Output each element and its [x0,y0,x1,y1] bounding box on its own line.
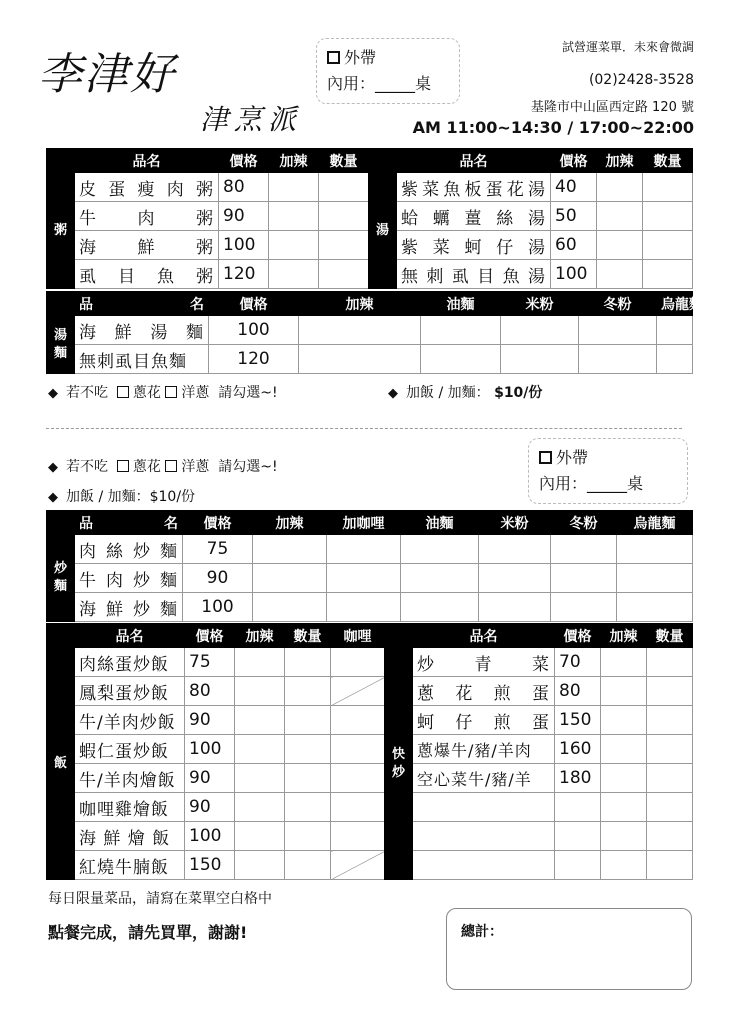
spicy-cell[interactable] [269,202,319,231]
qty-cell[interactable] [643,260,693,289]
order-type-box-bottom [528,438,688,504]
table-row: 空心菜牛/豬/羊 180 [385,764,693,793]
col-spicy: 加辣 [269,149,319,173]
table-row: 紅燒牛腩飯 150 [47,851,385,880]
limited-note: 每日限量菜品，請寫在菜單空白格中 [48,891,272,907]
qty-cell[interactable] [643,173,693,202]
total-box[interactable] [446,908,692,990]
table-row: 飯 肉絲蛋炒飯 75 [47,648,385,677]
qty-cell[interactable] [643,202,693,231]
qty-cell[interactable] [319,231,369,260]
table-row: 蔥爆牛/豬/羊肉 160 [385,735,693,764]
table-row: 炒 麵 肉 絲 炒 麵 75 [47,535,693,564]
checkbox-icon[interactable] [327,51,340,64]
col-price: 價格 [219,149,269,173]
category-label: 湯 [369,173,397,289]
table-row: 虱 目 魚 粥 120 [47,260,369,289]
table-row: 快 炒 炒 青 菜 70 [385,648,693,677]
dine-in-field[interactable]: 內用：_____桌 [539,474,644,493]
takeout-option[interactable]: 外帶 [327,45,449,71]
col-side [47,149,75,173]
trial-note: 試營運菜單．未來會微調 [561,40,694,54]
table-row: 無 刺 虱 目 魚 湯 100 [369,260,693,289]
table-row: 湯 紫 菜 魚 板 蛋 花 湯 40 [369,173,693,202]
spicy-cell[interactable] [269,231,319,260]
logo-sub: 津烹派 [200,103,303,136]
add-rice-note-2: ◆ 加飯 / 加麵：$10/份 [48,489,196,505]
table-row: 牛 肉 粥 90 [47,202,369,231]
table-row: 紫 菜 蚵 仔 湯 60 [369,231,693,260]
table-row: 牛/羊肉燴飯 90 [47,764,385,793]
category-label: 粥 [47,173,75,289]
onion-checkbox[interactable] [165,460,177,472]
category-label: 炒 麵 [47,535,75,622]
col-qty: 數量 [319,149,369,173]
table-row: 蝦仁蛋炒飯 100 [47,735,385,764]
add-rice-note: ◆ 加飯 / 加麵： $10/份 [388,385,543,401]
scallion-checkbox[interactable] [117,460,129,472]
category-label: 快 炒 [385,648,413,880]
total-label: 總計： [461,924,503,940]
table-row: 蚵 仔 煎 蛋 150 [385,706,693,735]
table-row: 海 鮮 粥 100 [47,231,369,260]
qty-cell[interactable] [319,173,369,202]
table-row: 牛 肉 炒 麵 90 [47,564,693,593]
dine-in-field[interactable]: 內用：_____桌 [327,74,432,93]
category-label: 飯 [47,648,75,880]
table-row: 牛/羊肉炒飯 90 [47,706,385,735]
table-row [385,793,693,822]
fried-noodle-table: 品 名 價格 加辣 加咖哩 油麵 米粉 冬粉 烏龍麵 炒 麵 肉 絲 炒 麵 75 牛 肉 炒 麵 90 海 鮮 炒 麵 100 [46,510,693,622]
order-type-box-top [316,38,460,104]
col-name: 品名 [75,149,219,173]
table-row [385,851,693,880]
category-label: 湯 麵 [47,316,75,374]
table-row: 粥 皮 蛋 瘦 肉 粥 80 [47,173,369,202]
spicy-cell[interactable] [597,202,643,231]
onion-checkbox[interactable] [165,386,177,398]
phone: (02)2428-3528 [588,72,694,88]
pay-first-note: 點餐完成，請先買單，謝謝! [48,923,248,942]
qty-cell[interactable] [643,231,693,260]
table-row: 蛤 蠣 薑 絲 湯 50 [369,202,693,231]
rice-table: 品名 價格 加辣 數量 咖哩 飯 肉絲蛋炒飯 75 鳳梨蛋炒飯 80 牛/羊肉炒飯 90 蝦仁蛋炒飯 100 牛/羊肉燴飯 90 咖哩雞燴飯 90 海 鮮 燴 飯 100 紅燒牛腩飯 150 [46,623,385,880]
spicy-cell[interactable] [597,231,643,260]
address: 基隆市中山區西定路 120 號 [530,100,694,115]
cut-line [46,428,682,429]
spicy-cell[interactable] [269,260,319,289]
spicy-cell[interactable] [269,173,319,202]
hours: AM 11:00~14:30 / 17:00~22:00 [412,118,694,137]
table-row: 咖哩雞燴飯 90 [47,793,385,822]
avoid-note: ◆ 若不吃 蔥花 洋蔥 請勾選~! [48,385,278,401]
checkbox-icon[interactable] [539,451,552,464]
porridge-table [46,148,369,289]
table-row: 鳳梨蛋炒飯 80 [47,677,385,706]
logo-main: 李津好 [38,49,176,100]
table-row: 湯 麵 海 鮮 湯 麵 100 [47,316,693,345]
soup-table: 品名 價格 加辣 數量 湯 紫 菜 魚 板 蛋 花 湯 40 蛤 蠣 薑 絲 湯 50 紫 菜 蚵 仔 湯 60 無 刺 虱 目 魚 湯 100 [368,148,693,289]
table-row [385,822,693,851]
soup-noodle-table: 品 名 價格 加辣 油麵 米粉 冬粉 烏龍麵 湯 麵 海 鮮 湯 麵 100 無刺虱目魚麵 120 [46,291,693,374]
spicy-cell[interactable] [597,173,643,202]
table-row: 海 鮮 燴 飯 100 [47,822,385,851]
spicy-cell[interactable] [597,260,643,289]
stir-fry-table: 品名 價格 加辣 數量 快 炒 炒 青 菜 70 蔥 花 煎 蛋 80 蚵 仔 煎 蛋 150 蔥爆牛/豬/羊肉 160 空心菜牛/豬/羊 180 [384,623,693,880]
qty-cell[interactable] [319,260,369,289]
avoid-note-2: ◆ 若不吃 蔥花 洋蔥 請勾選~! [48,459,278,475]
table-row: 無刺虱目魚麵 120 [47,345,693,374]
takeout-option[interactable]: 外帶 [539,445,677,471]
table-row: 海 鮮 炒 麵 100 [47,593,693,622]
scallion-checkbox[interactable] [117,386,129,398]
qty-cell[interactable] [319,202,369,231]
table-row: 蔥 花 煎 蛋 80 [385,677,693,706]
